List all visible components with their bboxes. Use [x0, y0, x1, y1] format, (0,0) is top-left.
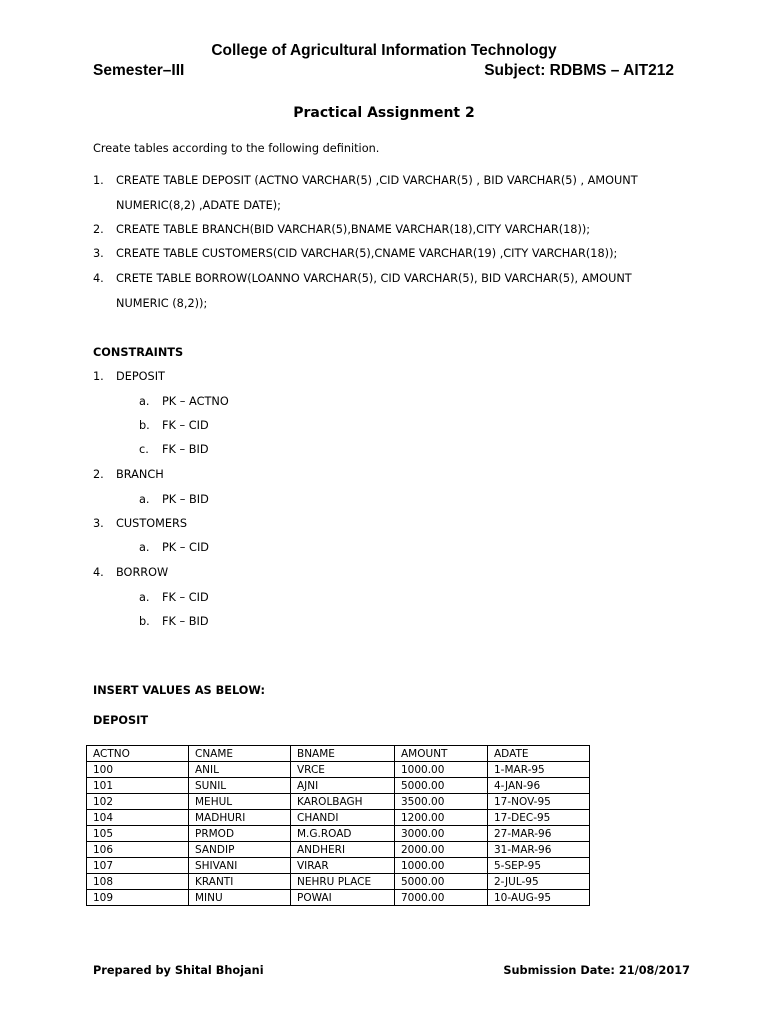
table-cell: 107 [87, 858, 189, 874]
list-item: CREATE TABLE CUSTOMERS(CID VARCHAR(5),CNAME VARCHAR(19) ,CITY VARCHAR(18)); [116, 247, 618, 260]
list-number: 4. [93, 272, 104, 285]
table-cell: 4-JAN-96 [488, 778, 590, 794]
table-cell: AJNI [291, 778, 395, 794]
table-cell: 10-AUG-95 [488, 890, 590, 906]
table-header-row [87, 746, 590, 762]
column-header: BNAME [291, 746, 395, 762]
constraints-heading: CONSTRAINTS [93, 346, 184, 359]
table-row [87, 858, 590, 874]
constraint-item: FK – CID [162, 419, 209, 432]
table-cell: M.G.ROAD [291, 826, 395, 842]
constraint-table-name: DEPOSIT [116, 370, 165, 383]
semester-label: Semester–III [93, 62, 185, 79]
table-cell: 17-DEC-95 [488, 810, 590, 826]
subject-label: Subject: RDBMS – AIT212 [484, 62, 674, 79]
intro-text: Create tables according to the following definition. [93, 142, 380, 155]
page-title: Practical Assignment 2 [293, 105, 475, 121]
table-cell: ANDHERI [291, 842, 395, 858]
table-cell: SANDIP [189, 842, 291, 858]
table-cell: 108 [87, 874, 189, 890]
table-row [87, 794, 590, 810]
table-cell: MEHUL [189, 794, 291, 810]
table-cell: 105 [87, 826, 189, 842]
college-name: College of Agricultural Information Technology [211, 42, 557, 59]
constraint-item: FK – BID [162, 443, 209, 456]
table-cell: 3500.00 [395, 794, 488, 810]
table-cell: 2000.00 [395, 842, 488, 858]
table-cell: 1-MAR-95 [488, 762, 590, 778]
table-cell: 1200.00 [395, 810, 488, 826]
table-cell: 31-MAR-96 [488, 842, 590, 858]
list-number: 3. [93, 247, 104, 260]
column-header: CNAME [189, 746, 291, 762]
deposit-heading: DEPOSIT [93, 714, 149, 727]
table-cell: MINU [189, 890, 291, 906]
table-cell: 102 [87, 794, 189, 810]
constraint-letter: b. [139, 615, 150, 628]
table-cell: 109 [87, 890, 189, 906]
table-cell: 3000.00 [395, 826, 488, 842]
list-item: CREATE TABLE BRANCH(BID VARCHAR(5),BNAME VARCHAR(18),CITY VARCHAR(18)); [116, 223, 591, 236]
constraint-number: 2. [93, 468, 104, 481]
table-cell: 5000.00 [395, 874, 488, 890]
table-cell: SUNIL [189, 778, 291, 794]
table-row [87, 778, 590, 794]
constraint-letter: b. [139, 419, 150, 432]
constraint-number: 3. [93, 517, 104, 530]
prepared-by: Prepared by Shital Bhojani [93, 964, 264, 977]
constraint-letter: a. [139, 395, 150, 408]
table-cell: 2-JUL-95 [488, 874, 590, 890]
constraint-item: PK – CID [162, 541, 209, 554]
table-row [87, 810, 590, 826]
table-row [87, 890, 590, 906]
deposit-table [86, 745, 590, 906]
table-cell: 101 [87, 778, 189, 794]
constraint-number: 4. [93, 566, 104, 579]
table-cell: 5000.00 [395, 778, 488, 794]
list-item-continued: NUMERIC (8,2)); [116, 297, 208, 310]
constraint-table-name: CUSTOMERS [116, 517, 188, 530]
table-cell: 7000.00 [395, 890, 488, 906]
constraint-letter: a. [139, 591, 150, 604]
table-cell: 27-MAR-96 [488, 826, 590, 842]
column-header: ADATE [488, 746, 590, 762]
column-header: ACTNO [87, 746, 189, 762]
table-cell: VIRAR [291, 858, 395, 874]
table-cell: MADHURI [189, 810, 291, 826]
list-item-continued: NUMERIC(8,2) ,ADATE DATE); [116, 199, 281, 212]
table-row [87, 874, 590, 890]
constraint-letter: a. [139, 541, 150, 554]
constraint-table-name: BRANCH [116, 468, 164, 481]
constraint-item: PK – BID [162, 493, 209, 506]
table-row [87, 762, 590, 778]
table-cell: PRMOD [189, 826, 291, 842]
constraint-letter: a. [139, 493, 150, 506]
table-cell: POWAI [291, 890, 395, 906]
constraint-item: FK – CID [162, 591, 209, 604]
table-cell: 1000.00 [395, 858, 488, 874]
list-number: 1. [93, 174, 104, 187]
list-item: CREATE TABLE DEPOSIT (ACTNO VARCHAR(5) ,CID VARCHAR(5) , BID VARCHAR(5) , AMOUNT [116, 174, 638, 187]
table-cell: KAROLBAGH [291, 794, 395, 810]
table-row [87, 826, 590, 842]
table-cell: 104 [87, 810, 189, 826]
table-cell: VRCE [291, 762, 395, 778]
constraint-item: PK – ACTNO [162, 395, 229, 408]
list-number: 2. [93, 223, 104, 236]
table-cell: CHANDI [291, 810, 395, 826]
constraint-table-name: BORROW [116, 566, 169, 579]
table-cell: SHIVANI [189, 858, 291, 874]
table-cell: ANIL [189, 762, 291, 778]
table-cell: 1000.00 [395, 762, 488, 778]
column-header: AMOUNT [395, 746, 488, 762]
table-cell: 100 [87, 762, 189, 778]
constraint-letter: c. [139, 443, 149, 456]
table-cell: KRANTI [189, 874, 291, 890]
table-cell: 5-SEP-95 [488, 858, 590, 874]
list-item: CRETE TABLE BORROW(LOANNO VARCHAR(5), CID VARCHAR(5), BID VARCHAR(5), AMOUNT [116, 272, 632, 285]
table-cell: NEHRU PLACE [291, 874, 395, 890]
table-cell: 106 [87, 842, 189, 858]
constraint-number: 1. [93, 370, 104, 383]
table-row [87, 842, 590, 858]
insert-heading: INSERT VALUES AS BELOW: [93, 684, 265, 697]
table-cell: 17-NOV-95 [488, 794, 590, 810]
constraint-item: FK – BID [162, 615, 209, 628]
submission-date: Submission Date: 21/08/2017 [503, 964, 690, 977]
